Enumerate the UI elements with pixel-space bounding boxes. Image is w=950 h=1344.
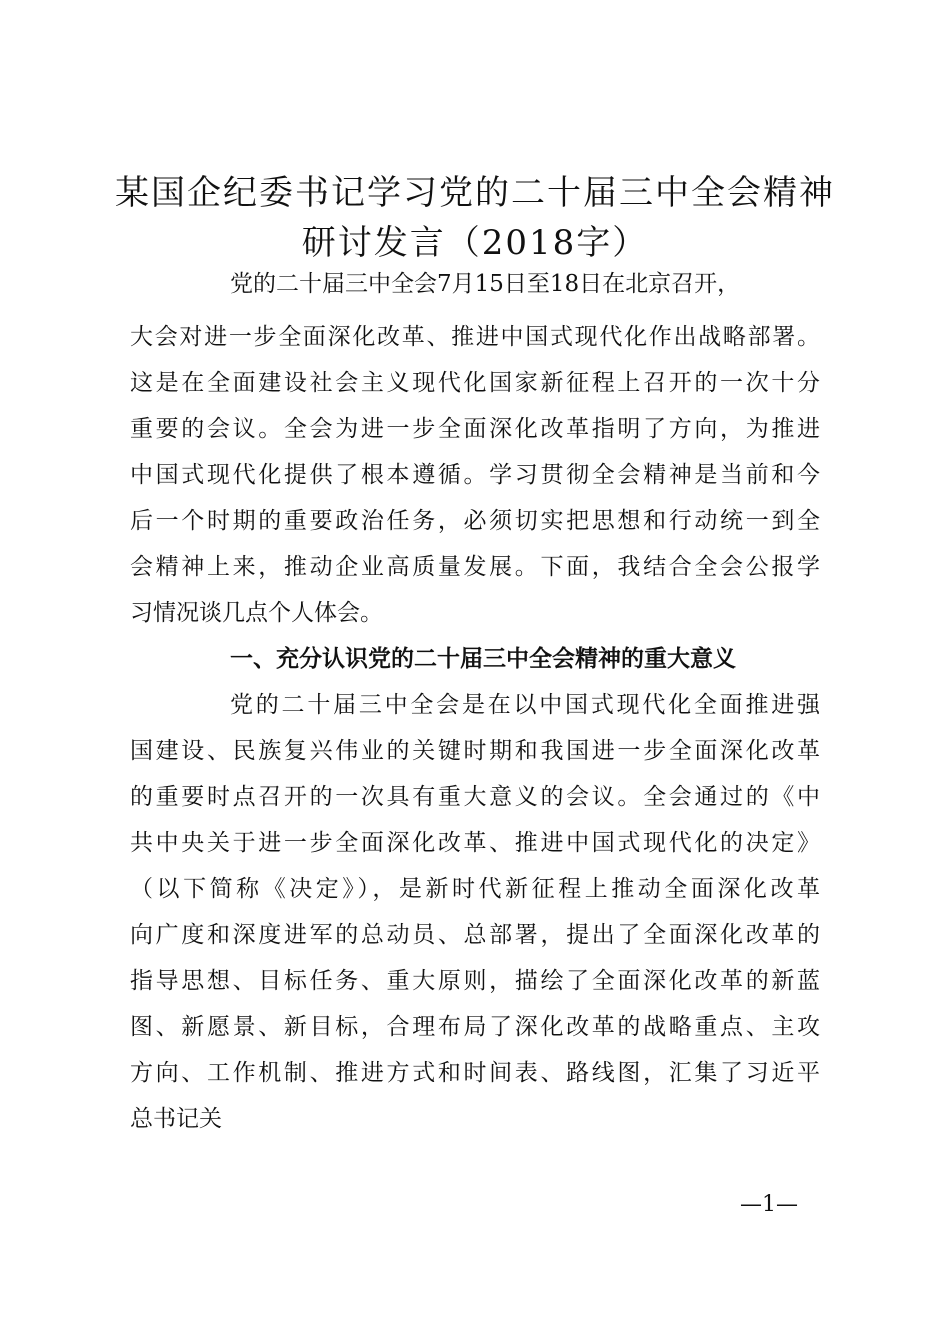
paragraph-2-line-8: 图、新愿景、新目标，合理布局了深化改革的战略重点、主攻 (130, 1014, 820, 1040)
paragraph-2-line-9: 方向、工作机制、推进方式和时间表、路线图，汇集了习近平 (130, 1060, 820, 1086)
paragraph-2-line-4: 共中央关于进一步全面深化改革、推进中国式现代化的决定》 (130, 830, 820, 856)
paragraph-1-line-5: 中国式现代化提供了根本遵循。学习贯彻全会精神是当前和今 (130, 462, 820, 488)
paragraph-1-line-3: 这是在全面建设社会主义现代化国家新征程上召开的一次十分 (130, 370, 820, 396)
paragraph-1-line-8: 习情况谈几点个人体会。 (130, 600, 383, 626)
page-number: —1— (740, 1192, 798, 1217)
paragraph-2-line-3: 的重要时点召开的一次具有重大意义的会议。全会通过的《中 (130, 784, 820, 810)
paragraph-2-line-7: 指导思想、目标任务、重大原则，描绘了全面深化改革的新蓝 (130, 968, 820, 994)
paragraph-1-line-2: 大会对进一步全面深化改革、推进中国式现代化作出战略部署。 (130, 324, 820, 350)
title-line-2: 研讨发言（2018字） (301, 223, 649, 263)
paragraph-2-line-5: （以下简称《决定》），是新时代新征程上推动全面深化改革 (130, 876, 820, 902)
title-line-1: 某国企纪委书记学习党的二十届三中全会精神 (115, 173, 835, 213)
paragraph-1-line-1: 党的二十届三中全会7月15日至18日在北京召开， (230, 271, 741, 297)
paragraph-2-line-1: 党的二十届三中全会是在以中国式现代化全面推进强 (230, 692, 820, 718)
paragraph-2-line-2: 国建设、民族复兴伟业的关键时期和我国进一步全面深化改革 (130, 738, 820, 764)
paragraph-1-line-7: 会精神上来，推动企业高质量发展。下面，我结合全会公报学 (130, 554, 820, 580)
document-title (100, 168, 850, 268)
section-1-heading: 一、充分认识党的二十届三中全会精神的重大意义 (230, 646, 736, 672)
paragraph-2-line-6: 向广度和深度进军的总动员、总部署，提出了全面深化改革的 (130, 922, 820, 948)
paragraph-2-line-10: 总书记关 (130, 1106, 222, 1132)
paragraph-1-line-6: 后一个时期的重要政治任务，必须切实把思想和行动统一到全 (130, 508, 820, 534)
paragraph-1-line-4: 重要的会议。全会为进一步全面深化改革指明了方向，为推进 (130, 416, 820, 442)
